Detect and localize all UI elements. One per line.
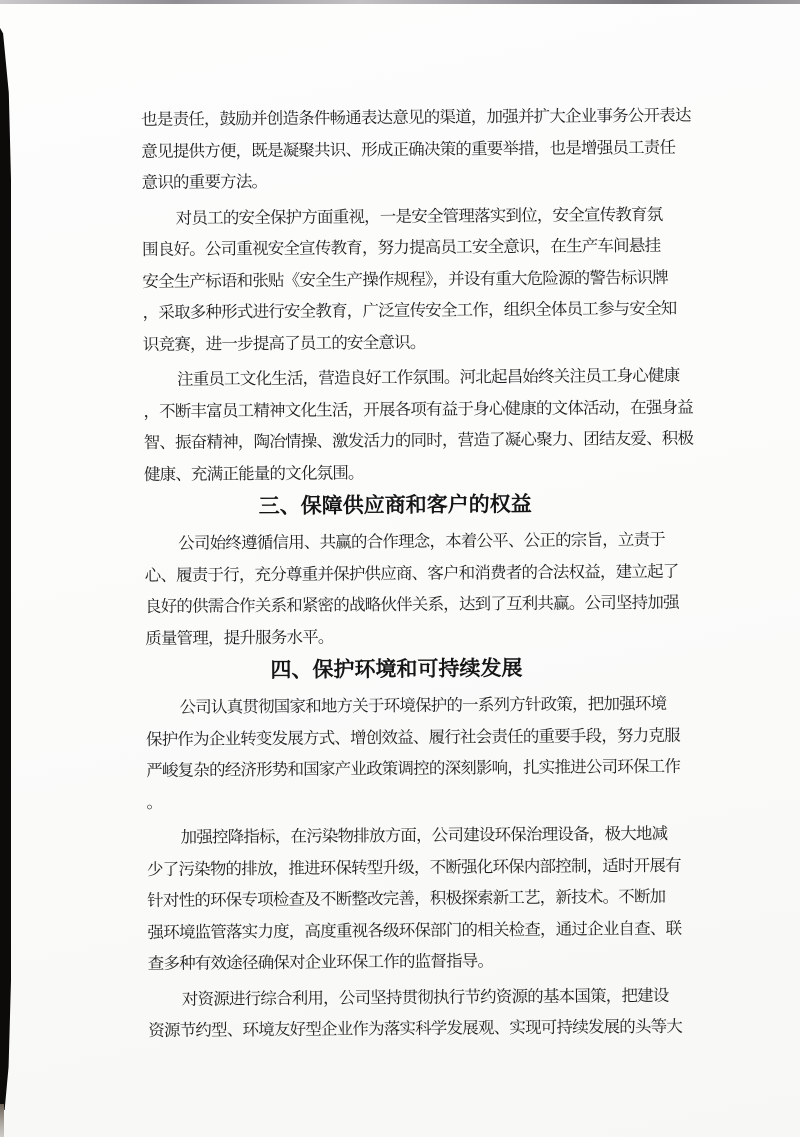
- text-line: 保护作为企业转变发展方式、增创效益、履行社会责任的重要手段，努力克服: [145, 725, 680, 749]
- section-heading-environment: 四、保护环境和可持续发展: [270, 656, 523, 683]
- text-line: 少了污染物的排放，推进环保转型升级，不断强化环保内部控制，适时开展有: [146, 855, 681, 879]
- text-line: 智、振奋精神，陶冶情操、激发活力的同时，营造了凝心聚力、团结友爱、积极: [143, 428, 694, 452]
- text-line: 。: [146, 792, 163, 812]
- text-line: 意识的重要方法。: [141, 172, 268, 192]
- text-line: 资源节约型、环境友好型企业作为落实科学发展观、实现可持续发展的头等大: [148, 1016, 683, 1040]
- paragraph-employee-voice: [141, 100, 694, 199]
- text-line: 质量管理，提升服务水平。: [145, 627, 334, 648]
- scan-edge-left: [0, 28, 11, 1110]
- text-line: 强环境监管落实力度，高度重视各级环保部门的相关检查，通过企业自查、联: [147, 918, 682, 942]
- text-line: 查多种有效途径确保对企业环保工作的监督指导。: [147, 951, 494, 973]
- text-line: 健康、充满正能量的文化氛围。: [143, 462, 364, 484]
- section-heading-suppliers-customers: 三、保障供应商和客户的权益: [258, 491, 532, 519]
- text-line: ，采取多种形式进行安全教育，广泛宣传安全工作，组织全体员工参与安全知: [142, 298, 677, 322]
- paragraph-supplier-customer-rights: [144, 520, 697, 654]
- text-line: 加强控降指标，在污染物排放方面，公司建设环保治理设备，极大地减: [180, 823, 668, 847]
- text-line: 良好的供需合作关系和紧密的战略伙伴关系，达到了互利共赢。公司坚持加强: [144, 592, 679, 616]
- text-line: 心、履责于行，充分尊重并保护供应商、客户和消费者的合法权益，建立起了: [144, 561, 679, 585]
- text-line: 意见提供方便，既是凝聚共识、形成正确决策的重要举措，也是增强员工责任: [141, 137, 676, 161]
- paragraph-employee-culture: [143, 356, 696, 490]
- paragraph-environment-policy: [146, 684, 699, 818]
- scan-edge-top: [0, 0, 800, 4]
- text-line: 围良好。公司重视安全宣传教育，努力提高员工安全意识，在生产车间悬挂: [142, 235, 661, 259]
- text-line: 针对性的环保专项检查及不断整改完善，积极探索新工艺，新技术。不断加: [147, 886, 666, 910]
- text-line: 公司认真贯彻国家和地方关于环境保护的一系列方针政策，把加强环境: [179, 693, 667, 717]
- text-line: ，不断丰富员工精神文化生活，开展各项有益于身心健康的文体活动，在强身益: [143, 397, 693, 421]
- text-line: 注重员工文化生活，营造良好工作氛围。河北起昌始终关注员工身心健康: [176, 365, 680, 389]
- text-line: 也是责任，鼓励并创造条件畅通表达意见的渠道，加强并扩大企业事务公开表达: [141, 105, 691, 129]
- text-line: 对资源进行综合利用，公司坚持贯彻执行节约资源的基本国策，把建设: [181, 985, 669, 1009]
- document-content: [141, 100, 700, 1047]
- text-line: 公司始终遵循信用、共赢的合作理念，本着公平、公正的宗旨，立责于: [178, 529, 666, 553]
- scan-edge-left-tail: [0, 1104, 4, 1137]
- text-line: 识竞赛，进一步提高了员工的安全意识。: [142, 332, 426, 354]
- paragraph-employee-safety: [142, 194, 695, 360]
- text-line: 严峻复杂的经济形势和国家产业政策调控的深刻影响，扎实推进公司环保工作: [146, 756, 681, 780]
- paragraph-emission-control: [147, 814, 700, 980]
- text-line: 对员工的安全保护方面重视，一是安全管理落实到位，安全宣传教育氛: [175, 204, 663, 228]
- paragraph-resource-utilization: [148, 975, 701, 1046]
- text-line: 安全生产标语和张贴《安全生产操作规程》，并设有重大危险源的警告标识牌: [142, 267, 669, 291]
